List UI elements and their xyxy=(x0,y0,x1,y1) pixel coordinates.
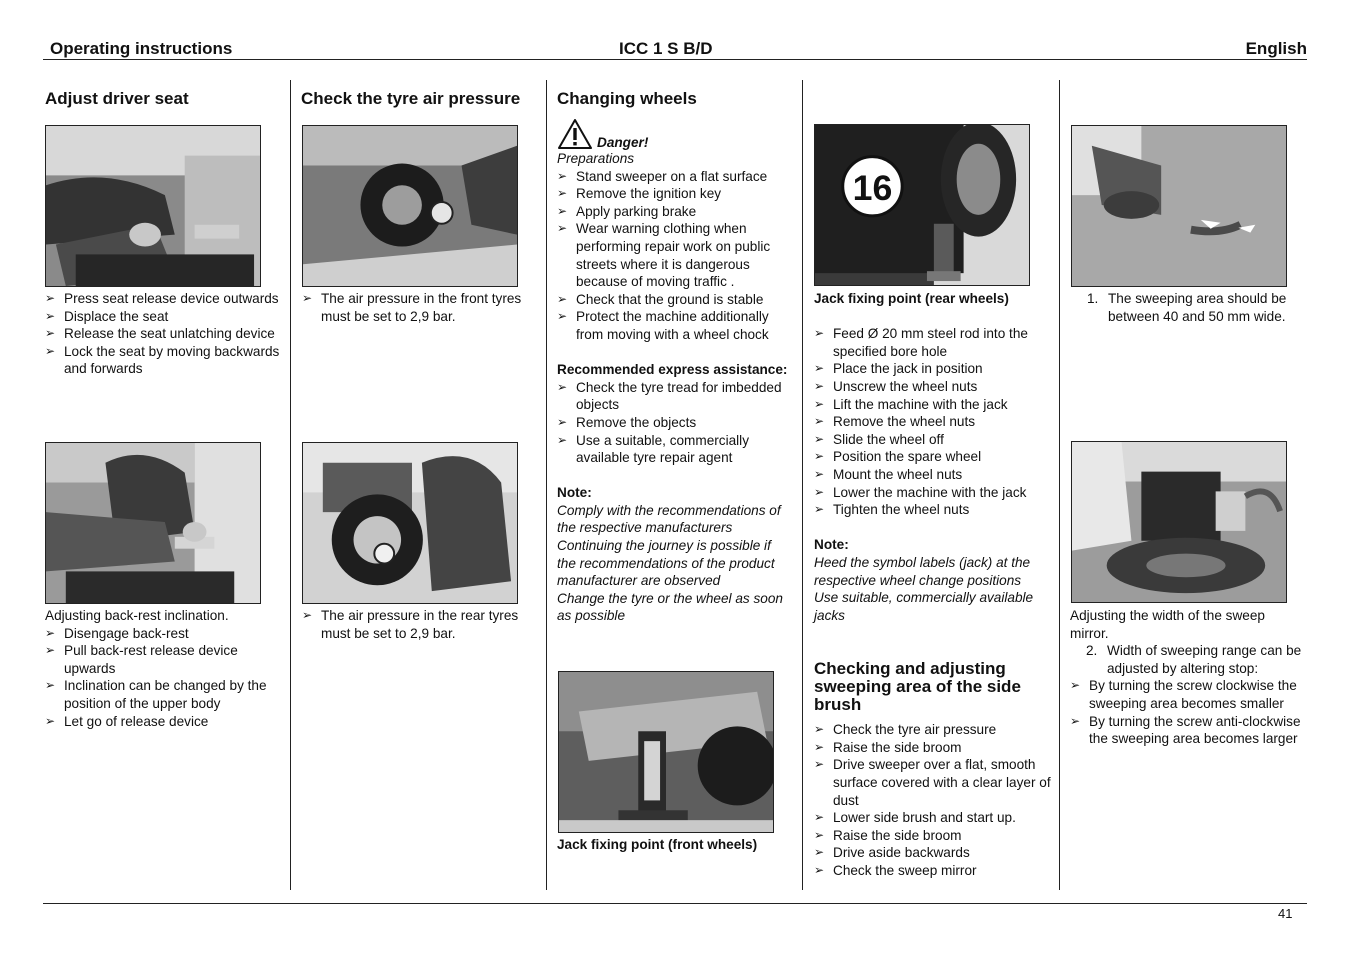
list-item: ➢ Pull back-rest release device upwards xyxy=(45,642,285,677)
preparation-steps xyxy=(557,168,793,344)
list-item: ➢ Remove the objects xyxy=(557,414,793,432)
note-line: Change the tyre or the wheel as soon as possible xyxy=(557,590,783,624)
list-item: ➢ By turning the screw anti-clockwise the sweeping area becomes larger xyxy=(1070,713,1302,748)
backrest-caption: Adjusting back-rest inclination. xyxy=(45,608,229,623)
photo-backrest xyxy=(45,442,261,604)
list-item: ➢ By turning the screw clockwise the sweeping area becomes smaller xyxy=(1070,677,1302,712)
recommended-assistance-title: Recommended express assistance: xyxy=(557,362,788,378)
note-line: Continuing the journey is possible if the recommendations of the product manufacturer are observed xyxy=(557,538,775,589)
list-item: ➢ The air pressure in the front tyres must be set to 2,9 bar. xyxy=(302,290,538,325)
section-title: Check the tyre air pressure xyxy=(301,89,521,108)
page-header xyxy=(43,38,1307,60)
danger-notice xyxy=(557,115,793,150)
speed-sign-text: 16 xyxy=(852,168,893,209)
photo-caption: Jack fixing point (rear wheels) xyxy=(814,291,1009,306)
list-item: ➢ Use a suitable, commercially available tyre repair agent xyxy=(557,432,793,467)
danger-label: Danger! xyxy=(597,135,649,151)
photo-front-jack-point xyxy=(558,671,774,833)
list-item: ➢ Slide the wheel off xyxy=(814,431,1052,449)
column-divider xyxy=(290,80,291,890)
list-item: ➢ Lock the seat by moving backwards and forwards xyxy=(45,343,285,378)
list-item: ➢ Mount the wheel nuts xyxy=(814,466,1052,484)
photo-sweep-mirror xyxy=(1071,125,1287,287)
list-item: ➢ Apply parking brake xyxy=(557,203,793,221)
sweep-range-spec xyxy=(1070,642,1302,677)
seat-release-steps xyxy=(45,290,285,378)
list-item: ➢ Check the sweep mirror xyxy=(814,862,1052,880)
recommended-assistance-steps xyxy=(557,379,793,467)
header-right: English xyxy=(1245,39,1307,58)
photo-rear-tyre-gauge xyxy=(302,442,518,604)
photo-caption: Jack fixing point (front wheels) xyxy=(557,837,758,852)
wheel-change-steps xyxy=(814,325,1052,519)
photo-front-tyre-gauge xyxy=(302,125,518,287)
column-tyre-pressure xyxy=(301,86,541,109)
list-item: 2. Width of sweeping range can be adjusted by altering stop: xyxy=(1086,643,1302,676)
sweeping-area-steps xyxy=(814,721,1052,879)
column-divider xyxy=(802,80,803,890)
backrest-steps xyxy=(45,625,285,731)
note-label: Note: xyxy=(557,485,592,501)
section-title: Changing wheels xyxy=(557,89,697,108)
list-item: ➢ Check the tyre tread for imbedded objects xyxy=(557,379,793,414)
list-item: ➢ Lower the machine with the jack xyxy=(814,484,1052,502)
list-item: ➢ Feed Ø 20 mm steel rod into the specified bore hole xyxy=(814,325,1052,360)
photo-side-brush-adjust xyxy=(1071,441,1287,603)
header-left: Operating instructions xyxy=(50,39,233,58)
sweep-range-adjustments xyxy=(1070,677,1302,747)
list-item: ➢ Tighten the wheel nuts xyxy=(814,501,1052,519)
list-item: ➢ The air pressure in the rear tyres must be set to 2,9 bar. xyxy=(302,607,538,642)
list-item: ➢ Stand sweeper on a flat surface xyxy=(557,168,793,186)
list-item: ➢ Raise the side broom xyxy=(814,739,1052,757)
list-item: ➢ Wear warning clothing when performing repair work on public streets where it is dangerous because of moving traffic . xyxy=(557,220,793,290)
list-item: ➢ Unscrew the wheel nuts xyxy=(814,378,1052,396)
note-line: Use suitable, commercially available jacks xyxy=(814,590,1034,623)
photo-rear-jack-point xyxy=(814,124,1030,286)
list-item: ➢ Lower side brush and start up. xyxy=(814,809,1052,827)
list-item: ➢ Inclination can be changed by the position of the upper body xyxy=(45,677,285,712)
column-divider xyxy=(546,80,547,890)
list-item: ➢ Press seat release device outwards xyxy=(45,290,285,308)
list-item: ➢ Drive aside backwards xyxy=(814,844,1052,862)
list-item: ➢ Release the seat unlatching device xyxy=(45,325,285,343)
column-adjust-seat xyxy=(45,86,285,109)
note-line: Comply with the recommendations of the respective manufacturers xyxy=(557,502,781,536)
header-center: ICC 1 S B/D xyxy=(619,39,713,58)
sweep-mirror-caption: Adjusting the width of the sweep mirror. xyxy=(1070,608,1265,641)
list-item: ➢ Drive sweeper over a flat, smooth surface covered with a clear layer of dust xyxy=(814,756,1052,809)
footer-rule xyxy=(43,903,1307,904)
list-item: ➢ Disengage back-rest xyxy=(45,625,285,643)
column-rear-wheels xyxy=(814,290,1052,880)
list-item: ➢ Displace the seat xyxy=(45,308,285,326)
section-title: Checking and adjusting sweeping area of the side brush xyxy=(814,659,1021,715)
warning-triangle-icon xyxy=(557,118,593,150)
list-item: ➢ Check the tyre air pressure xyxy=(814,721,1052,739)
list-item: ➢ Remove the wheel nuts xyxy=(814,413,1052,431)
list-item: ➢ Let go of release device xyxy=(45,713,285,731)
photo-seat-release xyxy=(45,125,261,287)
list-item: ➢ Check that the ground is stable xyxy=(557,291,793,309)
note-label: Note: xyxy=(814,537,849,553)
column-changing-wheels xyxy=(557,86,793,625)
sweep-width-spec xyxy=(1071,290,1301,325)
preparations-label: Preparations xyxy=(557,151,635,166)
list-item: ➢ Remove the ignition key xyxy=(557,185,793,203)
list-item: ➢ Place the jack in position xyxy=(814,360,1052,378)
list-item: 1. The sweeping area should be between 40 and 50 mm wide. xyxy=(1087,291,1287,324)
list-item: ➢ Position the spare wheel xyxy=(814,448,1052,466)
list-item: ➢ Lift the machine with the jack xyxy=(814,396,1052,414)
column-divider xyxy=(1059,80,1060,890)
note-line: Heed the symbol labels (jack) at the respective wheel change positions xyxy=(814,554,1031,588)
page-number: 41 xyxy=(1278,906,1293,921)
list-item: ➢ Raise the side broom xyxy=(814,827,1052,845)
list-item: ➢ Protect the machine additionally from moving with a wheel chock xyxy=(557,308,793,343)
section-title: Adjust driver seat xyxy=(45,89,189,108)
